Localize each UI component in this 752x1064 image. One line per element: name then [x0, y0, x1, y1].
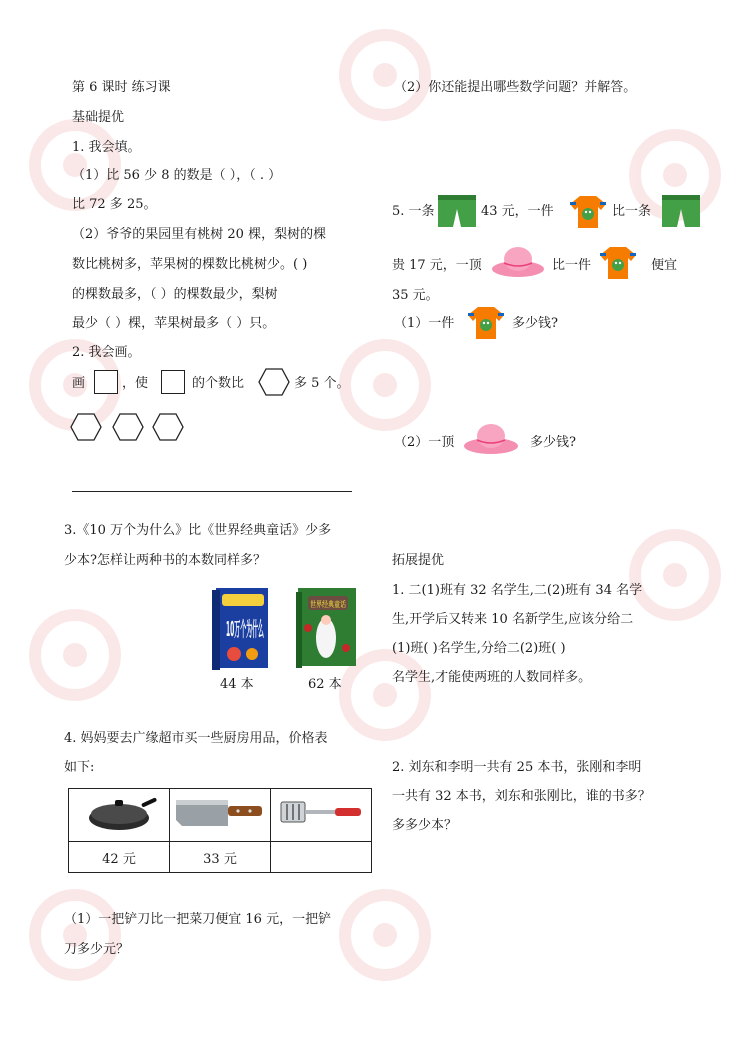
q2-word-count: 的个数比 — [192, 376, 245, 391]
e1-line2: 生,开学后又转来 10 名新学生,应该分给二 — [392, 612, 634, 627]
q1-part1-line1: （1）比 56 少 8 的数是（ ），（ . ） — [72, 168, 282, 183]
e2-line2: 一共有 32 本书，刘东和张刚比，谁的书多？ — [392, 789, 651, 804]
q5-sub1-a: （1）一件 — [394, 316, 455, 331]
q1-part1-line2: 比 72 多 25。 — [72, 197, 157, 212]
q5-sub2-a: （2）一顶 — [394, 435, 455, 450]
q5-line2-b: 比一件 — [552, 258, 592, 273]
q5-sub1-b: 多少钱? — [512, 316, 558, 331]
green-shorts-image — [660, 193, 702, 229]
spatula-cell — [271, 789, 372, 842]
q5-line1-c: 比一条 — [612, 204, 652, 219]
e1-line4: 名学生,才能使两班的人数同样多。 — [392, 670, 592, 685]
q4-sub1-line2: 刀多少元？ — [64, 942, 130, 957]
watermark-logo — [330, 20, 440, 130]
q2-word-comma: ，使 — [122, 376, 149, 391]
q5-line2-c: 便宜 — [651, 258, 678, 273]
watermark-logo — [20, 880, 130, 990]
q5-line1-a: 5. 一条 — [392, 204, 435, 219]
q5-line2-a: 贵 17 元，一顶 — [392, 258, 482, 273]
q5-sub2-b: 多少钱? — [530, 435, 576, 450]
frying-pan-image — [79, 790, 159, 836]
pan-cell — [69, 789, 170, 842]
answer-line — [72, 491, 352, 492]
green-shorts-image — [436, 193, 478, 229]
orange-shirt-image — [568, 194, 608, 230]
q3-line2: 少本?怎样让两种书的本数同样多？ — [64, 553, 266, 568]
knife-price: 33 元 — [170, 842, 271, 873]
price-table — [68, 788, 372, 873]
q4-sub1-line1: （1）一把铲刀比一把菜刀便宜 16 元，一把铲 — [64, 912, 332, 927]
q4-sub2: （2）你还能提出哪些数学问题？并解答。 — [394, 80, 637, 95]
book-10wan-weishenme-image — [212, 588, 270, 670]
q1-part2-line2: 数比桃树多，苹果树的棵数比桃树少。( ) — [72, 257, 308, 272]
hexagon-shape — [70, 413, 102, 441]
hexagon-shape — [152, 413, 184, 441]
pink-hat-image — [490, 243, 546, 279]
square-shape — [161, 370, 185, 394]
q1-part2-line4: 最少（ ）棵，苹果树最多（ ）只。 — [72, 316, 276, 331]
hexagon-shape — [258, 368, 290, 396]
e1-line3: (1)班( )名学生,分给二(2)班( ) — [392, 641, 566, 656]
spatula-price — [271, 842, 372, 873]
e1-line1: 1. 二(1)班有 32 名学生,二(2)班有 34 名学 — [392, 583, 643, 598]
book1-cover-title: 10万个为什么 — [226, 617, 264, 641]
q1-part2-line3: 的棵数最多，（ ）的棵数最少，梨树 — [72, 287, 278, 302]
kitchen-knife-image — [172, 790, 268, 836]
pan-price: 42 元 — [69, 842, 170, 873]
watermark-logo — [20, 600, 130, 710]
watermark-logo — [620, 520, 730, 630]
orange-shirt-image — [466, 305, 506, 341]
hexagon-shape — [112, 413, 144, 441]
spatula-image — [273, 790, 369, 836]
knife-cell — [170, 789, 271, 842]
q1-part2-line1: （2）爷爷的果园里有桃树 20 棵，梨树的棵 — [72, 227, 327, 242]
q2-word-draw: 画 — [72, 376, 86, 391]
section-basic-heading: 基础提优 — [72, 110, 125, 125]
watermark-logo — [330, 880, 440, 990]
section-extension-heading: 拓展提优 — [392, 553, 445, 568]
q5-line3: 35 元。 — [392, 288, 439, 303]
book1-count: 44 本 — [220, 677, 254, 692]
square-shape — [94, 370, 118, 394]
e2-line1: 2. 刘东和李明一共有 25 本书，张刚和李明 — [392, 760, 642, 775]
pink-hat-image — [462, 420, 520, 456]
q2-word-more: 多 5 个。 — [294, 376, 350, 391]
orange-shirt-image — [598, 245, 638, 281]
book2-count: 62 本 — [308, 677, 342, 692]
q3-line1: 3.《10 万个为什么》比《世界经典童话》少多 — [64, 523, 332, 538]
lesson-title: 第 6 课时 练习课 — [72, 80, 171, 95]
q4-line1: 4. 妈妈要去广缘超市买一些厨房用品，价格表 — [64, 731, 328, 746]
q1-title: 1. 我会填。 — [72, 140, 141, 155]
book2-cover-title: 世界经典童话 — [310, 600, 358, 609]
book-shijie-jingdian-tonghua-image — [296, 588, 358, 668]
q5-line1-b: 43 元，一件 — [481, 204, 554, 219]
q4-line2: 如下: — [64, 760, 95, 775]
q2-title: 2. 我会画。 — [72, 345, 141, 360]
e2-line3: 多多少本？ — [392, 818, 458, 833]
